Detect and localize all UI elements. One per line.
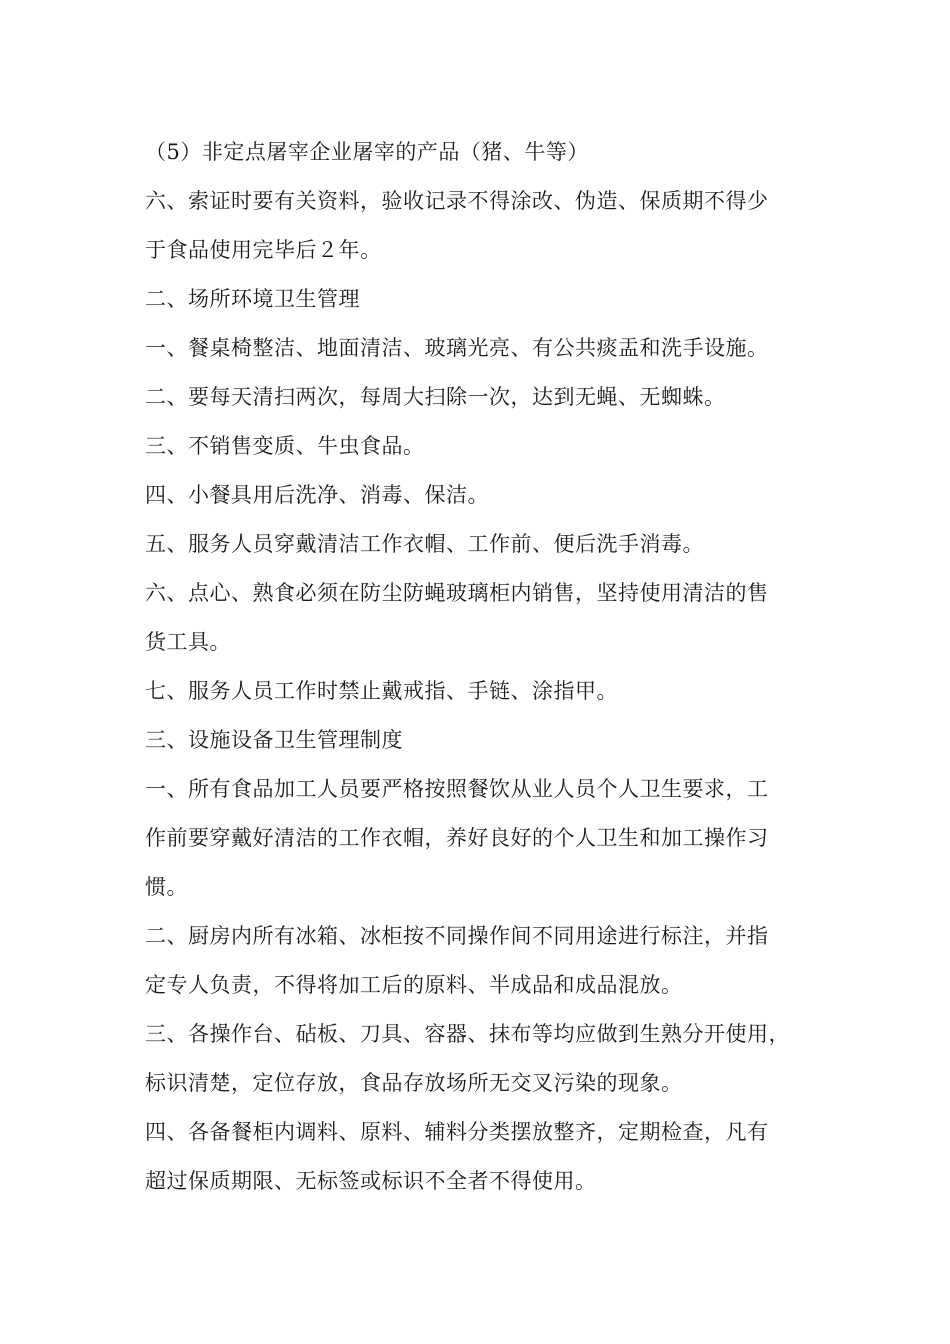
text-line: 三、不销售变质、牛虫食品。: [145, 434, 425, 458]
document-text: [145, 128, 810, 1206]
text-line: 四、各备餐柜内调料、原料、辅料分类摆放整齐，定期检查，凡有: [145, 1120, 769, 1144]
text-line: 货工具。: [145, 630, 231, 654]
text-line: 六、索证时要有关资料，验收记录不得涂改、伪造、保质期不得少: [145, 189, 769, 213]
text-line: （5）非定点屠宰企业屠宰的产品（猪、牛等）: [145, 140, 589, 164]
text-line: 三、各操作台、砧板、刀具、容器、抹布等均应做到生熟分开使用，: [145, 1022, 790, 1046]
text-line: 二、要每天清扫两次，每周大扫除一次，达到无蝇、无蜘蛛。: [145, 385, 726, 409]
text-line: 二、厨房内所有冰箱、冰柜按不同操作间不同用途进行标注，并指: [145, 924, 769, 948]
text-line: 标识清楚，定位存放，食品存放场所无交叉污染的现象。: [145, 1071, 683, 1095]
text-line: 于食品使用完毕后２年。: [145, 238, 382, 262]
text-line: 六、点心、熟食必须在防尘防蝇玻璃柜内销售，坚持使用清洁的售: [145, 581, 769, 605]
document-body: [145, 128, 810, 1206]
text-line: 一、所有食品加工人员要严格按照餐饮从业人员个人卫生要求，工: [145, 777, 769, 801]
section-heading: 三、设施设备卫生管理制度: [145, 728, 403, 752]
text-line: 作前要穿戴好清洁的工作衣帽，养好良好的个人卫生和加工操作习: [145, 826, 769, 850]
text-line: 五、服务人员穿戴清洁工作衣帽、工作前、便后洗手消毒。: [145, 532, 704, 556]
text-line: 七、服务人员工作时禁止戴戒指、手链、涂指甲。: [145, 679, 618, 703]
text-line: 四、小餐具用后洗净、消毒、保洁。: [145, 483, 489, 507]
section-heading: 二、场所环境卫生管理: [145, 287, 360, 311]
text-line: 定专人负责，不得将加工后的原料、半成品和成品混放。: [145, 973, 683, 997]
text-line: 一、餐桌椅整洁、地面清洁、玻璃光亮、有公共痰盂和洗手设施。: [145, 336, 769, 360]
text-line: 超过保质期限、无标签或标识不全者不得使用。: [145, 1169, 597, 1193]
text-line: 惯。: [145, 875, 188, 899]
